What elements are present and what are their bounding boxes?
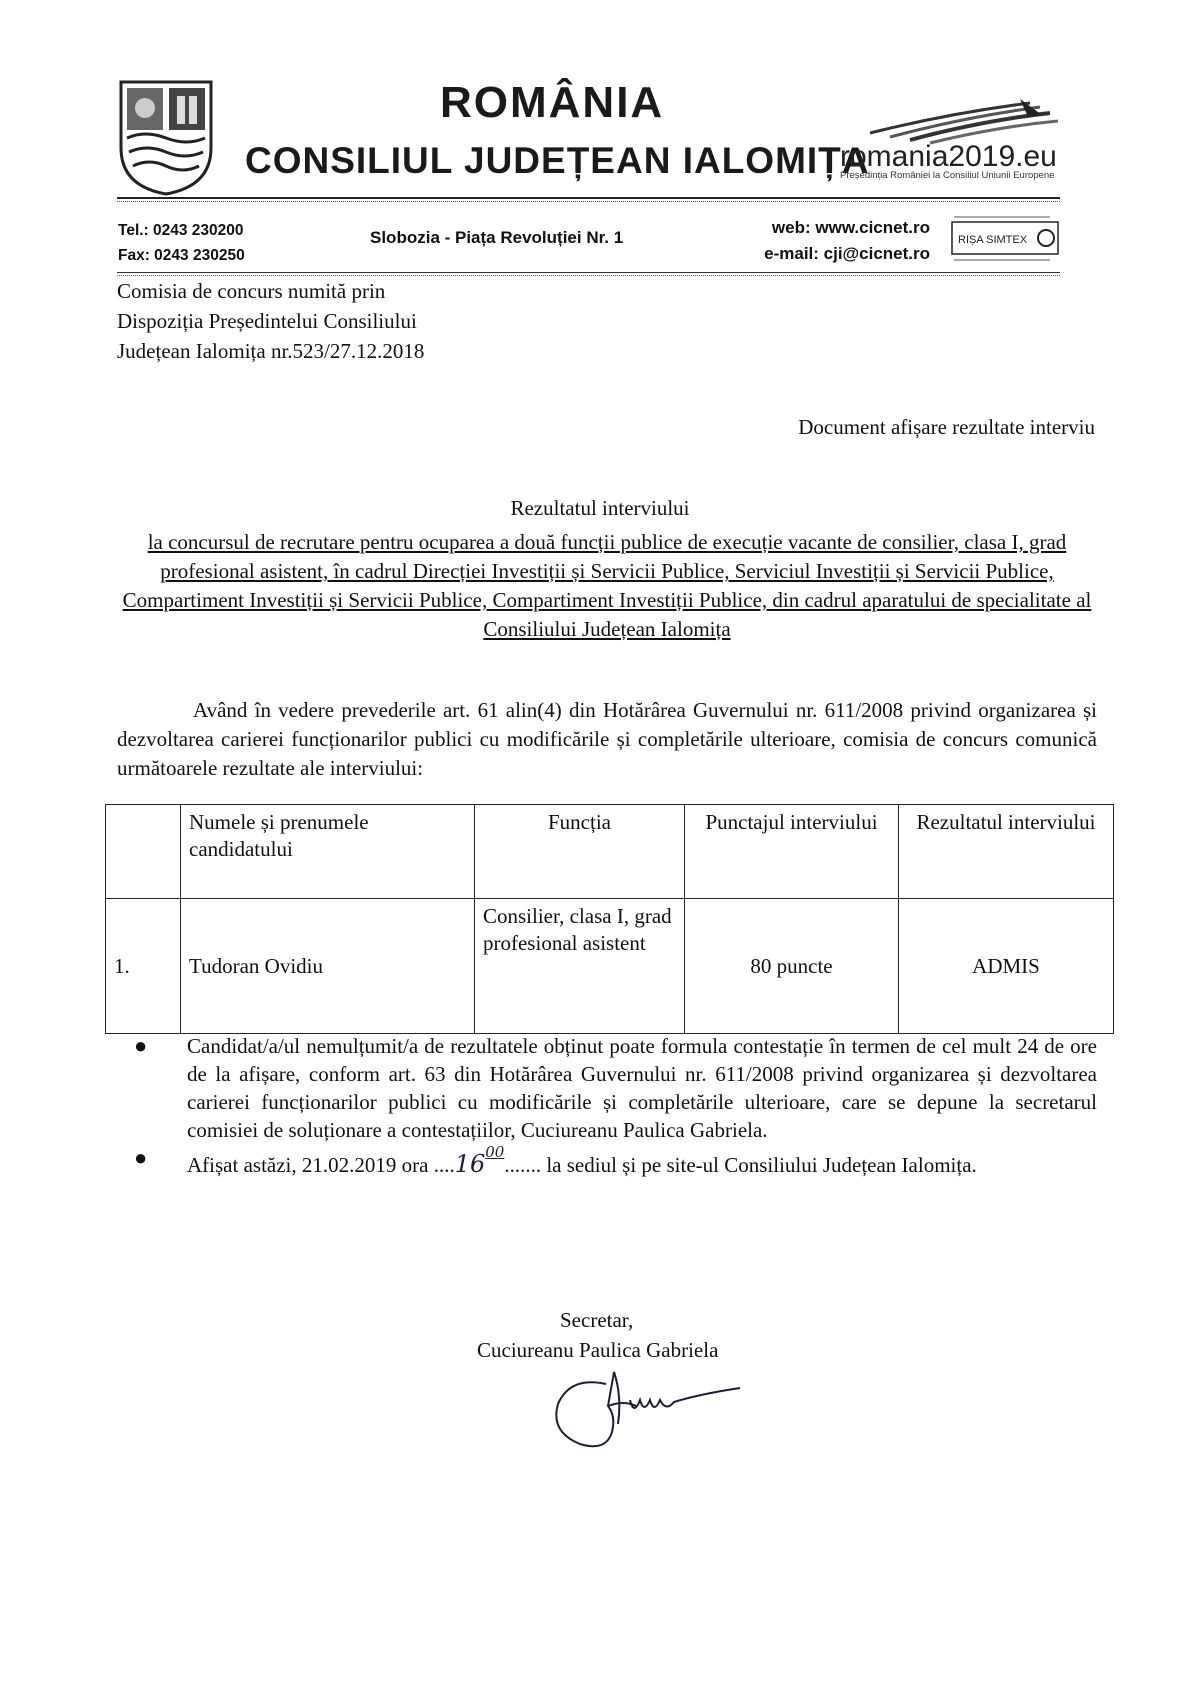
email-address: e-mail: cji@cicnet.ro: [764, 244, 930, 263]
posted-hour-handwritten: [455, 1144, 505, 1178]
eu-presidency-logo-text: romania2019.eu: [840, 140, 1057, 173]
row-candidate-name: Tudoran Ovidiu: [181, 899, 475, 1034]
intro-paragraph: Având în vedere prevederile art. 61 alin(4) din Hotărârea Guvernului nr. 611/2008 privind organizarea și dezvoltarea carierei funcționarilor publici cu modificările și completările ulterioare, comisia de concurs comunică următoarele rezultate ale interviului:: [117, 698, 1097, 780]
commission-line: Comisia de concurs numită prin: [117, 279, 386, 303]
romania2019-swoosh-icon: [870, 93, 1060, 145]
row-score: 80 puncte: [685, 899, 899, 1034]
contest-note: Candidat/a/ul nemulțumit/a de rezultatele obținut poate formula contestație în termen de cel mult 24 de ore de la afișare, conform art. 63 din Hotărârea Guvernului nr. 611/2008 privind organizarea și dezvoltarea carierei funcționarilor publici cu modificările și completările ulterioare, care se depune la secretarul comisiei de soluționare a contestațiilor, Cuciureanu Paulica Gabriela.: [187, 1034, 1097, 1142]
eu-presidency-tagline: Președinția României la Consiliul Uniunii Europene: [840, 170, 1055, 181]
contact-phones: [118, 218, 245, 268]
country-title: ROMÂNIA: [440, 78, 665, 127]
fax-number: Fax: 0243 230250: [118, 247, 245, 264]
header-divider: [117, 197, 1060, 199]
header-divider-dotted: [117, 201, 1060, 202]
header-score: Punctajul interviului: [685, 805, 899, 899]
row-nr: 1.: [106, 899, 181, 1034]
list-item: [117, 1144, 1097, 1179]
contact-online: [752, 215, 930, 267]
signature-name: Cuciureanu Paulica Gabriela: [477, 1338, 719, 1362]
commission-line: Județean Ialomița nr.523/27.12.2018: [117, 339, 425, 363]
document-title: Rezultatul interviului: [510, 496, 690, 520]
website: web: www.cicnet.ro: [771, 218, 930, 237]
posted-hour: 16: [454, 1150, 486, 1178]
posted-prefix: Afișat astăzi, 21.02.2019 ora: [187, 1153, 429, 1177]
county-coat-of-arms-icon: [117, 78, 215, 196]
notes-list: [117, 1032, 1097, 1179]
posted-minutes: 00: [485, 1143, 505, 1161]
cert-logo-text: RIȘA SIMTEX: [958, 234, 1028, 246]
results-table: [105, 804, 1114, 1034]
commission-reference: [117, 276, 424, 366]
commission-line: Dispoziția Președintelui Consiliului: [117, 309, 417, 333]
bullet-icon: ●: [134, 1033, 148, 1058]
posted-dots-before: ....: [433, 1153, 455, 1177]
document-subtitle: la concursul de recrutare pentru ocuparea a două funcții publice de execuție vacante de consilier, clasa I, grad profesional asistent, în cadrul Direcției Investiții și Servicii Publice, Serviciul Investiții și Servicii Publice, Compartiment Investiții și Servicii Publice, Compartiment Investiții Publice, din cadrul aparatului de specialitate al Consiliului Județean Ialomița: [122, 530, 1092, 641]
header-nr: [106, 805, 181, 899]
institution-address: Slobozia - Piața Revoluției Nr. 1: [370, 228, 624, 247]
row-function: Consilier, clasa I, grad profesional asistent: [475, 899, 685, 1034]
posted-suffix: la sediul și pe site-ul Consiliului Județean Ialomița.: [546, 1153, 977, 1177]
institution-title: CONSILIUL JUDEȚEAN IALOMIȚA: [245, 140, 870, 181]
posted-dots-after: .......: [504, 1153, 542, 1177]
table-row: [106, 899, 1114, 1034]
handwritten-signature-icon: [550, 1366, 750, 1456]
row-result: ADMIS: [899, 899, 1114, 1034]
phone-number: Tel.: 0243 230200: [118, 222, 244, 239]
header-name: Numele și prenumele candidatului: [181, 805, 475, 899]
iso-certification-icon: [950, 212, 1060, 267]
document-type: Document afișare rezultate interviu: [798, 415, 1095, 439]
header-result: Rezultatul interviului: [899, 805, 1114, 899]
bullet-icon: ●: [134, 1145, 148, 1170]
header-function: Funcția: [475, 805, 685, 899]
signature-role: Secretar,: [560, 1308, 634, 1332]
table-header-row: [106, 805, 1114, 899]
list-item: [117, 1032, 1097, 1144]
contact-divider: [117, 272, 1060, 273]
